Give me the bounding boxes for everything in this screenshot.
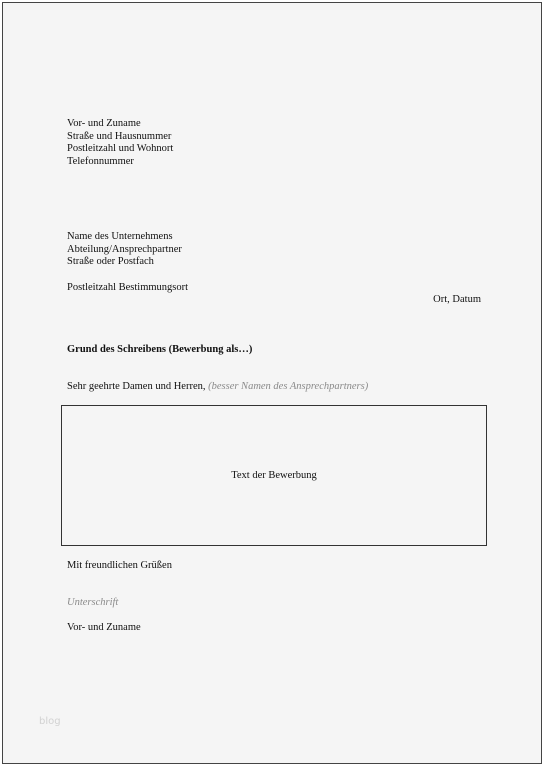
sender-city: Postleitzahl und Wohnort	[67, 143, 174, 154]
signature-name: Vor- und Zuname	[67, 622, 141, 633]
sender-name: Vor- und Zuname	[67, 118, 141, 129]
application-text-box	[61, 405, 487, 546]
recipient-street: Straße oder Postfach	[67, 256, 154, 267]
recipient-department: Abteilung/Ansprechpartner	[67, 243, 182, 255]
recipient-company: Name des Unternehmens	[67, 231, 173, 242]
salutation	[67, 381, 368, 394]
salutation-hint: (besser Namen des Ansprechpartners)	[208, 381, 369, 392]
sender-phone: Telefonnummer	[67, 155, 134, 167]
recipient-address	[67, 231, 182, 269]
application-text-placeholder: Text der Bewerbung	[231, 470, 317, 481]
sender-street: Straße und Hausnummer	[67, 130, 172, 142]
signature-placeholder: Unterschrift	[67, 597, 119, 608]
place-date: Ort, Datum	[433, 294, 481, 305]
closing: Mit freundlichen Grüßen	[67, 560, 172, 571]
salutation-text: Sehr geehrte Damen und Herren,	[67, 381, 206, 392]
watermark: blog	[39, 716, 61, 727]
recipient-city: Postleitzahl Bestimmungsort	[67, 282, 189, 293]
sender-address	[67, 118, 173, 168]
subject-line: Grund des Schreibens (Bewerbung als…)	[67, 344, 253, 355]
